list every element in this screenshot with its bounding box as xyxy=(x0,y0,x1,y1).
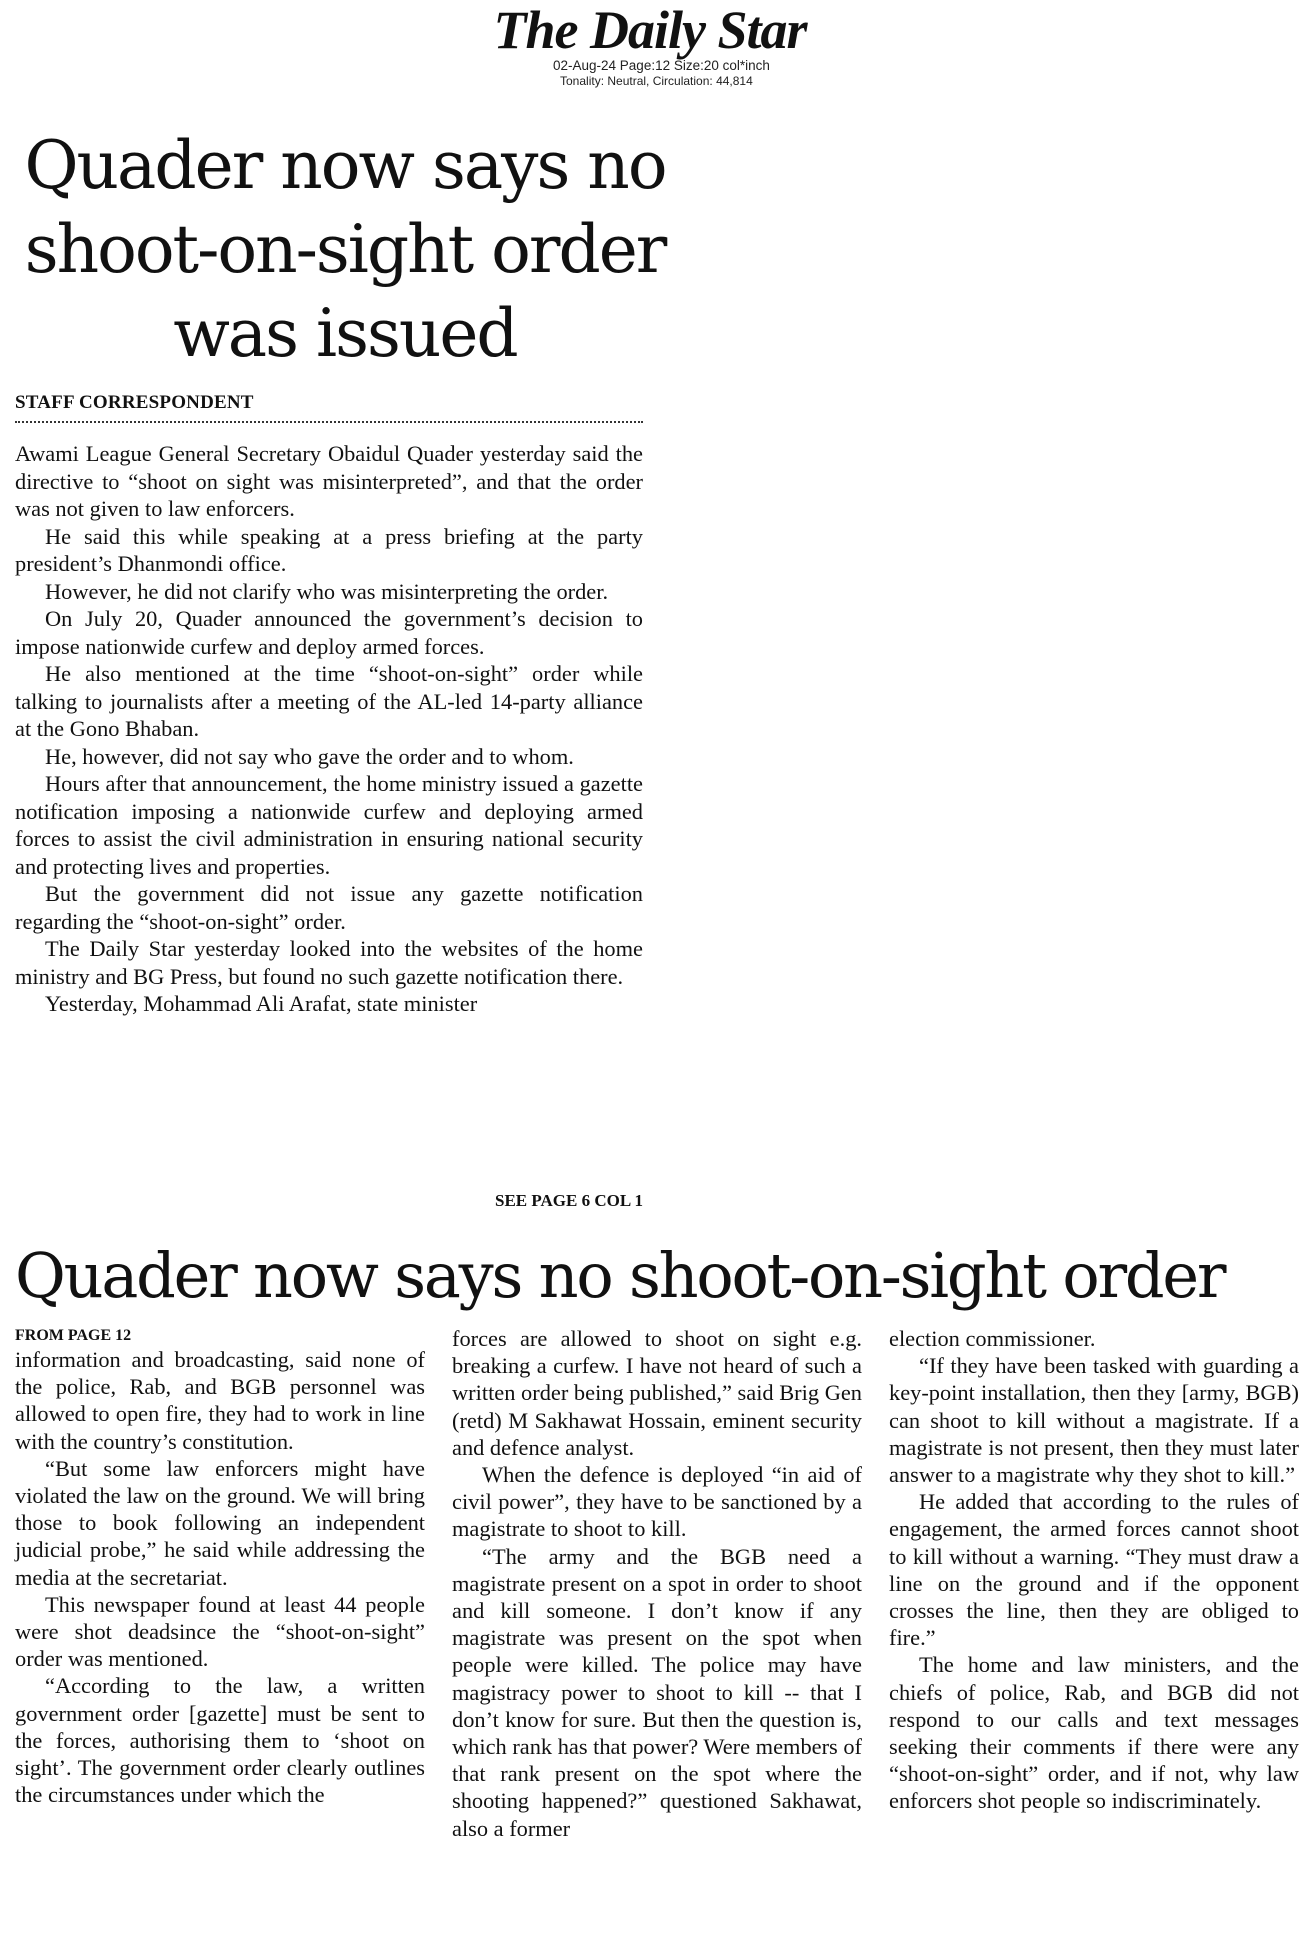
paragraph: On July 20, Quader announced the government’s decision to impose nationwide curfew and deploy armed forces. xyxy=(15,606,643,659)
continuation-column-2 xyxy=(452,1325,862,1842)
paragraph: He, however, did not say who gave the order and to whom. xyxy=(45,743,574,769)
jump-line: SEE PAGE 6 COL 1 xyxy=(495,1191,643,1210)
dotted-divider xyxy=(15,421,643,423)
paragraph: “According to the law, a written government order [gazette] must be sent to the forces, authorising them to ‘shoot on sight’. The government order clearly outlines the circumstances under which the xyxy=(15,1673,425,1808)
byline: STAFF CORRESPONDENT xyxy=(15,392,254,413)
paragraph: When the defence is deployed “in aid of civil power”, they have to be sanctioned by a magistrate to shoot to kill. xyxy=(452,1462,862,1542)
paragraph: “But some law enforcers might have violated the law on the ground. We will bring those to book following an independent judicial probe,” he said while addressing the media at the secretariat. xyxy=(15,1455,425,1590)
headline-main: Quader now says no shoot-on-sight order was issued xyxy=(24,127,666,372)
paragraph: He said this while speaking at a press briefing at the party president’s Dhanmondi office. xyxy=(15,523,643,576)
paragraph: However, he did not clarify who was misinterpreting the order. xyxy=(45,578,609,604)
continuation-column-1 xyxy=(15,1346,425,1808)
jump-from-label: FROM PAGE 12 xyxy=(15,1327,132,1344)
paragraph: election commissioner. xyxy=(889,1326,1096,1351)
paragraph: Yesterday, Mohammad Ali Arafat, state minister xyxy=(45,991,478,1016)
paragraph: “The army and the BGB need a magistrate present on a spot in order to shoot and kill someone. I don’t know if any magistrate was present on the spot when people were killed. The police may have magistracy power to shoot to kill -- that I don’t know for sure. But then the question is, which rank has that power? Were members of that rank present on the spot where the shooting happened?” questioned Sakhawat, also a former xyxy=(452,1543,862,1841)
paragraph: But the government did not issue any gazette notification regarding the “shoot-on-sight” order. xyxy=(15,881,643,934)
headline-continuation: Quader now says no shoot-on-sight order xyxy=(15,1239,1225,1312)
paragraph: He added that according to the rules of engagement, the armed forces cannot shoot to kill without a warning. “They must draw a line on the ground and if the opponent crosses the line, then they are obliged to fire.” xyxy=(889,1489,1299,1651)
paragraph: Hours after that announcement, the home ministry issued a gazette notification imposing a nationwide curfew and deploying armed forces to assist the civil administration in ensuring national security and protecting lives and properties. xyxy=(15,771,643,879)
paragraph: This newspaper found at least 44 people were shot deadsince the “shoot-on-sight” order was mentioned. xyxy=(15,1591,425,1672)
clipping-meta-circulation: Tonality: Neutral, Circulation: 44,814 xyxy=(560,74,753,88)
paragraph: Awami League General Secretary Obaidul Quader yesterday said the directive to “shoot on sight was misinterpreted”, and that the order was not given to law enforcers. xyxy=(15,441,643,521)
masthead-logo: The Daily Star xyxy=(493,0,807,60)
paragraph: The Daily Star yesterday looked into the websites of the home ministry and BG Press, but found no such gazette notification there. xyxy=(15,936,643,989)
paragraph: “If they have been tasked with guarding a key-point installation, then they [army, BGB) can shoot to kill without a magistrate. If a magistrate is not present, then they must later answer to a magistrate why they shot to kill.” xyxy=(889,1353,1299,1488)
clipping-meta-date: 02-Aug-24 Page:12 Size:20 col*inch xyxy=(553,58,770,73)
paragraph: He also mentioned at the time “shoot-on-sight” order while talking to journalists after a meeting of the AL-led 14-party alliance at the Gono Bhaban. xyxy=(15,661,643,741)
continuation-column-3 xyxy=(889,1325,1299,1815)
paragraph: forces are allowed to shoot on sight e.g. breaking a curfew. I have not heard of such a written order being published,” said Brig Gen (retd) M Sakhawat Hossain, eminent security and defence analyst. xyxy=(452,1326,862,1460)
paragraph: information and broadcasting, said none of the police, Rab, and BGB personnel was allowed to open fire, they had to work in line with the country’s constitution. xyxy=(15,1347,425,1454)
story-body-front xyxy=(15,440,643,1018)
paragraph: The home and law ministers, and the chiefs of police, Rab, and BGB did not respond to our calls and text messages seeking their comments if there were any “shoot-on-sight” order, and if not, why law enforcers shot people so indiscriminately. xyxy=(889,1652,1299,1814)
